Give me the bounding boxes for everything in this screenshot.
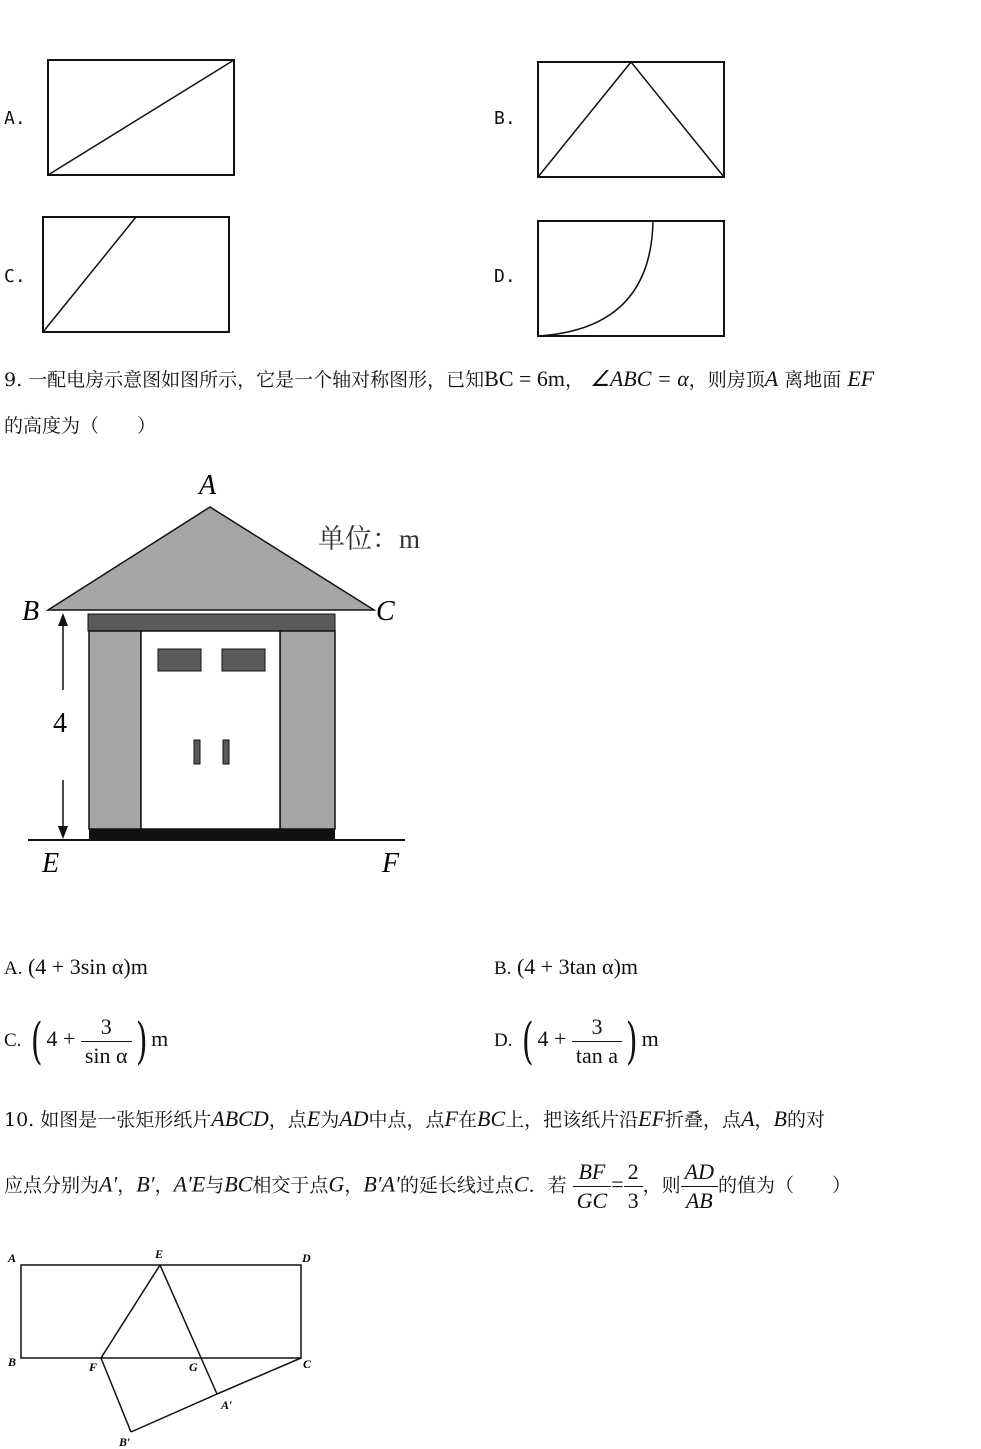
question-9-line-2: 的高度为（ ）	[4, 415, 157, 437]
point-e-label: E	[42, 848, 60, 879]
option-b-figure	[536, 60, 728, 180]
house-diagram	[10, 460, 450, 890]
fold-point-c: C	[303, 1357, 312, 1371]
q9-option-d: D. ( 4 + $\frac{3}{\text{tan a}}$ ) m	[494, 1012, 659, 1070]
fold-point-b-prime: B′	[119, 1435, 131, 1449]
option-b-label: B.	[494, 108, 516, 129]
unit-label: 单位：m	[318, 524, 421, 554]
question-9-line-1: 9. 一配电房示意图如图所示，它是一个轴对称图形，已知BC = 6m， ∠ABC = α，则房顶A 离地面 EF	[4, 366, 875, 391]
option-a-figure	[46, 58, 238, 178]
point-f-label: F	[382, 848, 400, 879]
question-10-line-2: 应点分别为A′，B′，A′E与BC相交于点G，B′A′的延长线过点C．若 $\frac{BF}{GC}$ = $\frac{2}{3}$ ，则 $\frac{AD}{AB}$ 的值为（ ）	[4, 1159, 851, 1213]
q9-option-b: B. (4 + 3tan α)m	[494, 954, 639, 979]
fold-diagram	[0, 1240, 340, 1449]
point-a-label: A	[199, 470, 217, 501]
point-c-label: C	[376, 596, 395, 627]
option-d-label: D.	[494, 266, 516, 287]
fold-point-f: F	[89, 1360, 98, 1374]
fold-point-a: A	[8, 1251, 17, 1265]
fold-point-a-prime: A′	[221, 1398, 233, 1412]
option-a-label: A.	[4, 108, 26, 129]
height-label: 4	[53, 708, 67, 739]
fold-point-g: G	[189, 1360, 198, 1374]
fold-point-e: E	[155, 1247, 164, 1261]
fold-point-d: D	[302, 1251, 311, 1265]
fold-point-b: B	[8, 1355, 17, 1369]
option-c-figure	[41, 215, 233, 335]
point-b-label: B	[22, 596, 40, 627]
q9-option-c: C. ( 4 + $\frac{3}{\text{sin α}}$ ) m	[4, 1012, 169, 1070]
option-c-label: C.	[4, 266, 26, 287]
q9-option-a: A. (4 + 3sin α)m	[4, 954, 148, 979]
option-d-figure	[536, 219, 728, 339]
question-10-line-1: 10. 如图是一张矩形纸片ABCD，点E为AD中点，点F在BC上，把该纸片沿EF折叠，点A，B的对	[4, 1106, 825, 1131]
